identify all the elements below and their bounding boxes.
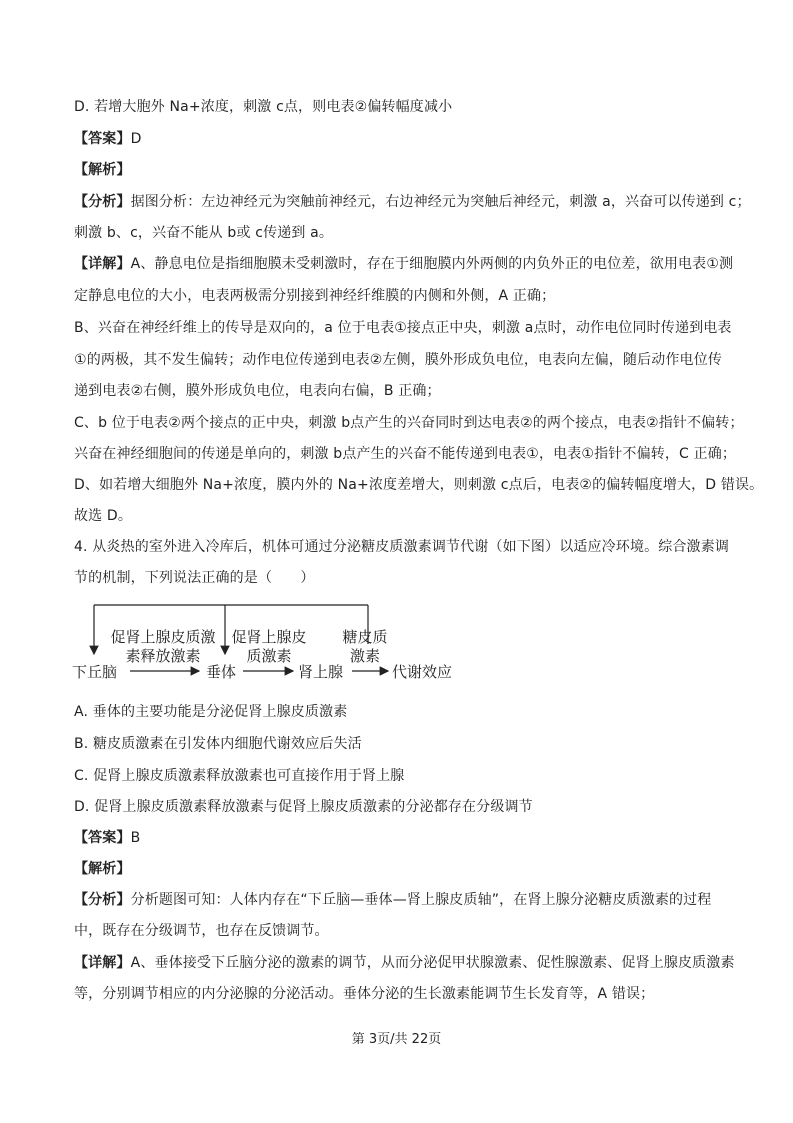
label-glucocorticoid (332, 628, 398, 666)
label-acth-line2: 质激素 (246, 647, 292, 665)
question-4-stem: 4. 从炎热的室外进入冷库后，机体可通过分泌糖皮质激素调节代谢（如下图）以适应冷环境。综合激素调 (74, 539, 730, 555)
answer-tag: 【答案】 (74, 830, 131, 846)
label-crh-line2: 素释放激素 (125, 647, 201, 665)
label-acth-line1: 促肾上腺皮 (231, 628, 307, 646)
fenxi-text: 分析题图可知：人体内存在“下丘脑—垂体—肾上腺皮质轴”，在肾上腺分泌糖皮质激素的过程 (130, 892, 712, 908)
paragraph-line: 定静息电位的大小，电表两极需分别接到神经纤维膜的内侧和外侧，A 正确； (74, 288, 556, 304)
answer-tag: 【答案】 (74, 131, 131, 147)
label-acth (228, 628, 310, 666)
xiangjie-tag: 【详解】 (74, 256, 131, 272)
page-footer: 第 3页/共 22页 (351, 1032, 442, 1047)
analysis-tag: 【解析】 (74, 861, 131, 877)
fenxi-tag: 【分析】 (74, 892, 131, 908)
hormone-regulation-diagram (70, 600, 470, 690)
option-a: A. 垂体的主要功能是分泌促肾上腺皮质激素 (74, 704, 348, 720)
xiangjie-text: A、垂体接受下丘脑分泌的激素的调节，从而分泌促甲状腺激素、促性腺激素、促肾上腺皮质激素 (130, 955, 735, 971)
label-glucocorticoid-line1: 糖皮质 (342, 628, 388, 646)
label-crh-line1: 促肾上腺皮质激 (110, 628, 216, 646)
answer-value: B (130, 830, 141, 846)
xiangjie-line-1 (74, 253, 733, 273)
question-4-stem-cont: 节的机制，下列说法正确的是（ ） (74, 570, 315, 586)
answer-line-2 (74, 827, 140, 847)
node-pituitary: 垂体 (206, 663, 237, 681)
fenxi-tag: 【分析】 (74, 194, 131, 210)
option-d: D. 促肾上腺皮质激素释放激素与促肾上腺皮质激素的分泌都存在分级调节 (74, 799, 533, 815)
node-hypothalamus: 下丘脑 (72, 663, 118, 681)
paragraph-line: 刺激 b、c，兴奋不能从 b或 c传递到 a。 (74, 225, 333, 241)
option-c: C. 促肾上腺皮质激素释放激素也可直接作用于肾上腺 (74, 768, 405, 784)
paragraph-line: 递到电表②右侧，膜外形成负电位，电表向右偏，B 正确； (74, 383, 441, 399)
label-crh (104, 628, 222, 666)
analysis-heading-1 (74, 159, 131, 179)
option-d-prev: D. 若增大胞外 Na+浓度，刺激 c点，则电表②偏转幅度减小 (74, 99, 453, 115)
paragraph-line: D、如若增大细胞外 Na+浓度，膜内外的 Na+浓度差增大，则刺激 c点后，电表②的偏转幅度增大，D 错误。 (74, 477, 764, 493)
option-b: B. 糖皮质激素在引发体内细胞代谢效应后失活 (74, 736, 362, 752)
paragraph-line: 中，既存在分级调节，也存在反馈调节。 (74, 923, 329, 939)
label-glucocorticoid-line2: 激素 (349, 647, 380, 665)
analysis-tag: 【解析】 (74, 162, 131, 178)
paragraph-line: C、b 位于电表②两个接点的正中央，刺激 b点产生的兴奋同时到达电表②的两个接点，电表②指针不偏转； (74, 415, 744, 431)
node-metabolic-effect: 代谢效应 (392, 663, 453, 681)
fenxi-line-1 (74, 191, 751, 211)
fenxi-line-2 (74, 889, 711, 909)
xiangjie-tag: 【详解】 (74, 955, 131, 971)
analysis-heading-2 (74, 858, 131, 878)
answer-line-1 (74, 128, 142, 148)
paragraph-line: 故选 D。 (74, 508, 132, 524)
fenxi-text: 据图分析：左边神经元为突触前神经元，右边神经元为突触后神经元，刺激 a，兴奋可以传递到 c； (130, 194, 751, 210)
answer-value: D (130, 131, 142, 147)
xiangjie-line-2 (74, 952, 735, 972)
xiangjie-text: A、静息电位是指细胞膜未受刺激时，存在于细胞膜内外两侧的内负外正的电位差，欲用电表①测 (130, 256, 734, 272)
paragraph-line: ①的两极，其不发生偏转；动作电位传递到电表②左侧，膜外形成负电位，电表向左偏，随后动作电位传 (74, 352, 722, 368)
paragraph-line: 兴奋在神经细胞间的传递是单向的，刺激 b点产生的兴奋不能传递到电表①，电表①指针不偏转，C 正确； (74, 446, 737, 462)
paragraph-line: B、兴奋在神经纤维上的传导是双向的，a 位于电表①接点正中央，刺激 a点时，动作电位同时传递到电表 (74, 320, 732, 336)
paragraph-line: 等，分别调节相应的内分泌腺的分泌活动。垂体分泌的生长激素能调节生长发育等，A 错误； (74, 986, 655, 1002)
node-adrenal: 肾上腺 (298, 663, 344, 681)
